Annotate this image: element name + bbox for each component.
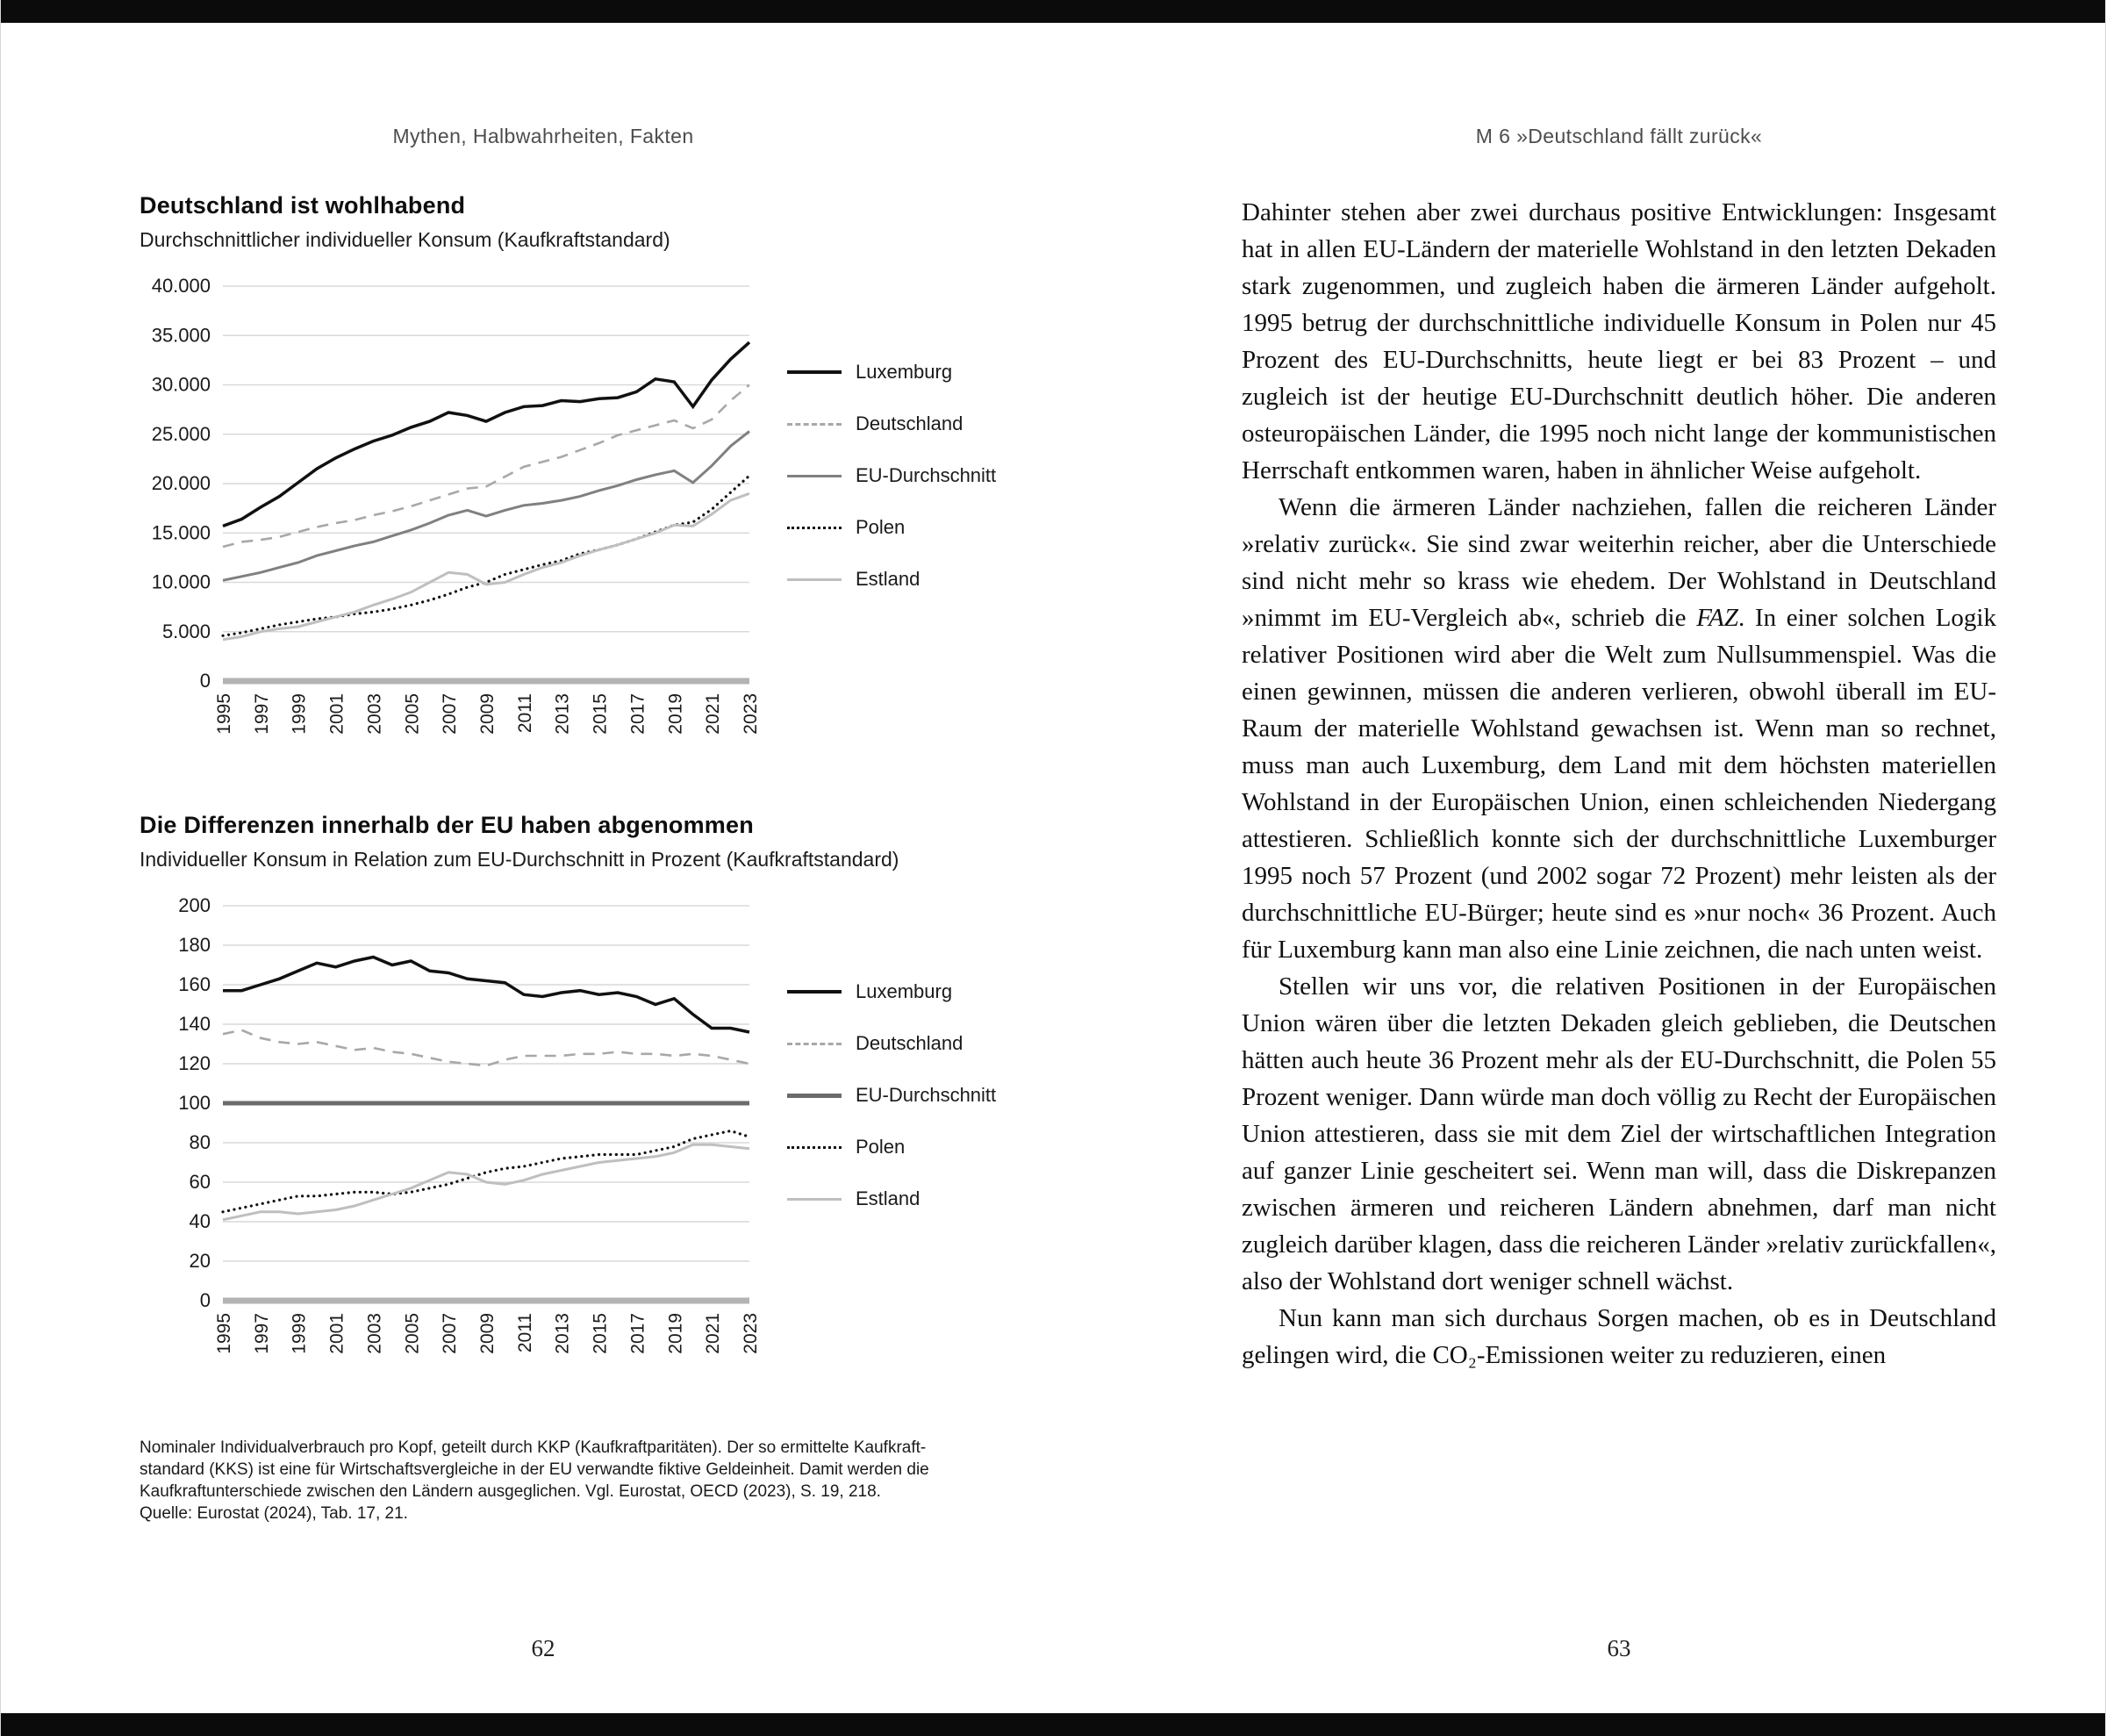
legend-item-eu-durchschnitt (787, 464, 996, 487)
legend-label: Estland (856, 568, 920, 590)
svg-text:2005: 2005 (402, 693, 423, 735)
chart-block-relation (140, 812, 1053, 1384)
svg-text:2019: 2019 (665, 693, 686, 735)
legend-label: Deutschland (856, 412, 963, 434)
svg-text:1995: 1995 (214, 693, 234, 735)
legend-line-sample (787, 1198, 842, 1201)
legend-label: Polen (856, 516, 906, 538)
svg-text:40: 40 (189, 1210, 211, 1232)
legend-line-sample (787, 370, 842, 374)
legend-item-polen (787, 516, 996, 539)
legend-item-polen (787, 1136, 996, 1159)
svg-text:1995: 1995 (214, 1313, 234, 1354)
chart-block-konsum (140, 192, 1053, 764)
chart-footnote (140, 1437, 929, 1524)
svg-text:2007: 2007 (440, 693, 461, 735)
left-page (1, 23, 1053, 1713)
svg-text:25.000: 25.000 (151, 422, 211, 445)
legend-label: EU-Durchschnitt (856, 1084, 997, 1106)
legend-item-luxemburg (787, 980, 996, 1003)
svg-text:60: 60 (189, 1171, 211, 1193)
legend-item-deutschland (787, 1032, 996, 1055)
legend-label: Polen (856, 1136, 906, 1158)
svg-text:0: 0 (199, 670, 211, 692)
svg-text:2011: 2011 (514, 1313, 535, 1353)
legend-line-sample (787, 527, 842, 529)
svg-text:1997: 1997 (251, 1313, 272, 1354)
svg-text:100: 100 (178, 1092, 211, 1114)
svg-text:1999: 1999 (289, 693, 310, 735)
legend-item-estland (787, 1187, 996, 1210)
svg-text:2013: 2013 (552, 693, 573, 735)
legend-line-sample (787, 1043, 842, 1045)
svg-text:2019: 2019 (665, 1313, 686, 1354)
svg-text:2017: 2017 (627, 1313, 648, 1354)
svg-text:120: 120 (178, 1052, 211, 1074)
legend-line-sample (787, 1146, 842, 1149)
paragraph: Dahinter stehen aber zwei durchaus positive Entwicklungen: Insgesamt hat in allen EU-Ländern der materielle Wohlstand in den letzten Dekaden stark zugenommen, und zugleich haben die ärmeren Länder aufgeholt. 1995 betrug der durchschnittliche individuelle Konsum in Polen nur 45 Prozent des EU-Durchschnitts, heute liegt er bei 83 Prozent – und zugleich ist der heutige EU-Durchschnitt deutlich höher. Die anderen osteuropäischen Länder, die 1995 noch nicht lange der kommunistischen Herrschaft entkommen waren, haben in ähnlicher Weise aufgeholt. (1242, 198, 1996, 484)
left-page-number: 62 (531, 1635, 555, 1661)
svg-text:2009: 2009 (477, 1313, 498, 1354)
svg-text:2021: 2021 (703, 1313, 724, 1354)
legend-line-sample (787, 423, 842, 426)
chart1-row (140, 273, 1053, 764)
svg-text:2023: 2023 (741, 693, 761, 735)
svg-text:0: 0 (199, 1289, 211, 1311)
legend-line-sample (787, 990, 842, 994)
svg-text:2015: 2015 (590, 693, 611, 735)
svg-text:20.000: 20.000 (151, 472, 211, 494)
svg-text:2017: 2017 (627, 693, 648, 735)
svg-text:2005: 2005 (402, 1313, 423, 1354)
legend-item-estland (787, 568, 996, 591)
svg-text:2007: 2007 (440, 1313, 461, 1354)
svg-text:20: 20 (189, 1250, 211, 1272)
svg-text:2023: 2023 (741, 1313, 761, 1354)
chart2-subtitle: Individueller Konsum in Relation zum EU-Durchschnitt in Prozent (Kaufkraftstandard) (140, 848, 899, 871)
line-chart-relation (140, 893, 763, 1384)
chart1-title: Deutschland ist wohlhabend (140, 192, 466, 219)
legend-line-sample (787, 1094, 842, 1098)
chart2-legend (787, 980, 996, 1384)
footnote-line: Nominaler Individualverbrauch pro Kopf, geteilt durch KKP (Kaufkraftparitäten). Der so ermittelte Kaufkraft- (140, 1438, 927, 1457)
paragraph: Wenn die ärmeren Länder nachziehen, fallen die reicheren Länder »relativ zurück«. Sie sind zwar weiterhin reicher, aber die Unterschiede sind nicht mehr so krass wie ehedem. Der Wohlstand in Deutschland »nimmt im EU-Vergleich ab«, schrieb die FAZ. In einer solchen Logik relativer Positionen wird aber die Welt zum Nullsummenspiel. Was die einen gewinnen, müssen die anderen verlieren, obwohl überall im EU-Raum der materielle Wohlstand gewachsen ist. Wenn man so rechnet, muss man auch Luxemburg, dem Land mit dem höchsten materiellen Wohlstand in der Europäischen Union, einen schleichenden Niedergang attestieren. Schließlich konnte sich der durchschnittliche Luxemburger 1995 noch 57 Prozent (und 2002 sogar 72 Prozent) mehr leisten als der durchschnittliche EU-Bürger; heute sind es »nur noch« 36 Prozent. Auch für Luxemburg kann man also eine Linie zeichnen, die nach unten weist. (1242, 493, 1996, 964)
svg-text:40.000: 40.000 (151, 275, 211, 297)
legend-line-sample (787, 578, 842, 581)
two-page-spread (1, 23, 2105, 1713)
svg-text:1999: 1999 (289, 1313, 310, 1354)
body-text (1242, 194, 1996, 1374)
legend-label: Estland (856, 1187, 920, 1209)
footnote-line: standard (KKS) ist eine für Wirtschaftsvergleiche in der EU verwandte fiktive Geldeinheit. Damit werden die (140, 1460, 929, 1479)
legend-label: Luxemburg (856, 361, 953, 383)
line-chart-konsum (140, 273, 763, 764)
chart1-subtitle: Durchschnittlicher individueller Konsum (Kaufkraftstandard) (140, 228, 670, 251)
paragraph: Nun kann man sich durchaus Sorgen machen, ob es in Deutschland gelingen wird, die CO₂-Emissionen weiter zu reduzieren, einen (1242, 1304, 1996, 1369)
footnote-line: Quelle: Eurostat (2024), Tab. 17, 21. (140, 1504, 408, 1523)
svg-text:140: 140 (178, 1013, 211, 1035)
chart2-row (140, 893, 1053, 1384)
chart2-title: Die Differenzen innerhalb der EU haben abgenommen (140, 812, 754, 838)
svg-text:2015: 2015 (590, 1313, 611, 1354)
svg-text:15.000: 15.000 (151, 521, 211, 544)
legend-line-sample (787, 475, 842, 477)
legend-item-luxemburg (787, 361, 996, 384)
footnote-line: Kaufkraftunterschiede zwischen den Ländern ausgeglichen. Vgl. Eurostat, OECD (2023), S. 19, 218. (140, 1482, 881, 1501)
svg-text:2021: 2021 (703, 693, 724, 735)
legend-item-deutschland (787, 412, 996, 435)
svg-text:2003: 2003 (364, 1313, 385, 1354)
svg-text:10.000: 10.000 (151, 570, 211, 593)
svg-text:2009: 2009 (477, 693, 498, 735)
svg-text:2011: 2011 (514, 693, 535, 734)
top-frame-bar (1, 0, 2105, 23)
svg-text:180: 180 (178, 934, 211, 956)
legend-label: Deutschland (856, 1032, 963, 1054)
svg-text:2013: 2013 (552, 1313, 573, 1354)
svg-text:2003: 2003 (364, 693, 385, 735)
legend-label: EU-Durchschnitt (856, 464, 997, 486)
paragraph: Stellen wir uns vor, die relativen Positionen in der Europäischen Union wären über die letzten Dekaden gleich geblieben, die Deutschen hätten auch heute 36 Prozent mehr als der EU-Durchschnitt, die Polen 55 Prozent weniger. Dann würde man doch völlig zu Recht der Europäischen Union attestieren, dass sie mit dem Ziel der wirtschaftlichen Integration auf ganzer Linie gescheitert sei. Wenn man will, dass die Diskrepanzen zwischen ärmeren und reicheren Ländern abnehmen, darf man nicht zugleich darüber klagen, dass die reicheren Länder »relativ zurückfallen«, also der Wohlstand dort weniger schnell wächst. (1242, 972, 1996, 1295)
svg-text:5.000: 5.000 (161, 620, 211, 642)
svg-text:2001: 2001 (326, 1313, 347, 1354)
legend-label: Luxemburg (856, 980, 953, 1002)
svg-text:35.000: 35.000 (151, 324, 211, 347)
legend-item-eu-durchschnitt (787, 1084, 996, 1107)
svg-text:1997: 1997 (251, 693, 272, 735)
right-page (1053, 23, 2105, 1713)
svg-text:80: 80 (189, 1131, 211, 1153)
bottom-frame-bar (1, 1713, 2105, 1736)
svg-text:30.000: 30.000 (151, 373, 211, 396)
right-page-number: 63 (1607, 1635, 1631, 1661)
left-running-head: Mythen, Halbwahrheiten, Fakten (392, 125, 694, 147)
svg-text:200: 200 (178, 894, 211, 916)
right-running-head: M 6 »Deutschland fällt zurück« (1475, 125, 1763, 147)
svg-text:2001: 2001 (326, 693, 347, 735)
svg-text:160: 160 (178, 973, 211, 995)
chart1-legend (787, 361, 996, 764)
